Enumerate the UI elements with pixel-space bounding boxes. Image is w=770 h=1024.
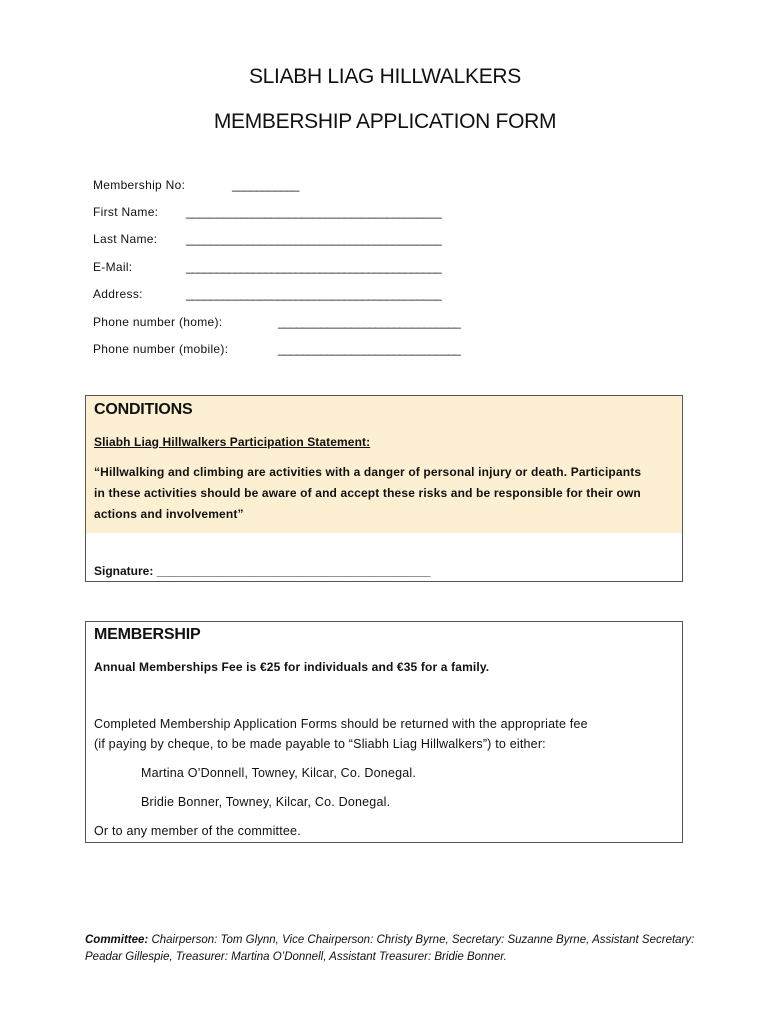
phone-home-line[interactable]: ______________________________ (278, 315, 461, 329)
last-name-label: Last Name: (93, 232, 158, 246)
phone-home-label: Phone number (home): (93, 315, 223, 329)
first-name-label: First Name: (93, 205, 159, 219)
membership-no-label: Membership No: (93, 178, 186, 192)
club-name-heading: SLIABH LIAG HILLWALKERS (248, 65, 522, 88)
participation-statement-heading: Sliabh Liag Hillwalkers Participation Statement: (94, 435, 371, 449)
committee-return-text: Or to any member of the committee. (94, 824, 301, 838)
committee-footer (85, 932, 705, 966)
phone-mobile-line[interactable]: ______________________________ (278, 342, 461, 356)
return-instructions-line1: Completed Membership Application Forms should be returned with the appropriate fee (94, 717, 588, 731)
participation-statement-text: “Hillwalking and climbing are activities with a danger of personal injury or death. Participants in these activities should be aware of and accept these risks and be responsible for their own actions and involvement” (94, 465, 642, 521)
return-address-1: Martina O’Donnell, Towney, Kilcar, Co. Donegal. (141, 766, 417, 780)
address-label: Address: (93, 287, 143, 301)
conditions-heading: CONDITIONS (94, 401, 193, 418)
conditions-box (85, 395, 683, 582)
email-label: E-Mail: (93, 260, 133, 274)
address-line[interactable]: __________________________________________ (186, 287, 442, 301)
phone-mobile-label: Phone number (mobile): (93, 342, 229, 356)
membership-box (85, 621, 683, 843)
email-line[interactable]: __________________________________________ (186, 260, 442, 274)
committee-members: Chairperson: Tom Glynn, Vice Chairperson: Christy Byrne, Secretary: Suzanne Byrne, Assistant Secretary: Peadar Gillespie, Treasurer: Martina O’Donnell, Assistant Treasurer: Bridie Bonner. (85, 934, 695, 963)
membership-heading: MEMBERSHIP (94, 626, 201, 643)
first-name-line[interactable]: __________________________________________ (186, 205, 442, 219)
signature-row (94, 564, 430, 578)
committee-label: Committee: (85, 934, 149, 946)
membership-no-line[interactable]: ___________ (232, 178, 299, 192)
signature-line[interactable]: _____________________________________________ (156, 564, 431, 578)
return-address-2: Bridie Bonner, Towney, Kilcar, Co. Donegal. (141, 795, 391, 809)
membership-fee-text: Annual Memberships Fee is €25 for individuals and €35 for a family. (94, 660, 490, 674)
signature-label: Signature: (94, 564, 154, 578)
form-title: MEMBERSHIP APPLICATION FORM (213, 110, 557, 133)
last-name-line[interactable]: __________________________________________ (186, 232, 442, 246)
return-instructions-line2: (if paying by cheque, to be made payable to “Sliabh Liag Hillwalkers”) to either: (94, 737, 546, 751)
